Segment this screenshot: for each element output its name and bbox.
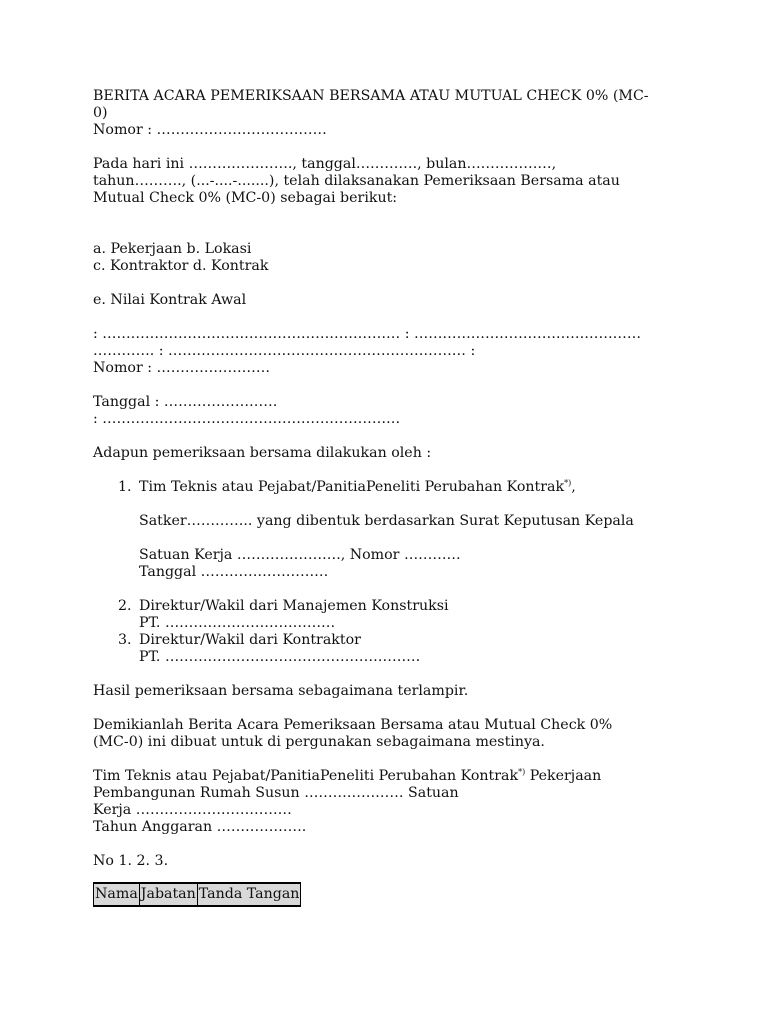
closing-text-tail: Pekerjaan <box>525 768 602 784</box>
dotted-fill-line-3: : ……………………………………………………… <box>93 411 401 427</box>
demikian-line-2: (MC-0) ini dibuat untuk di pergunakan sebagaimana mestinya. <box>93 734 545 750</box>
satker-line: Satker………….. yang dibentuk berdasarkan Surat Keputusan Kepala <box>139 513 634 529</box>
column-header-jabatan: Jabatan <box>139 883 197 906</box>
adapun-paragraph: Adapun pemeriksaan bersama dilakukan oleh : <box>93 445 432 461</box>
number-list-line: No 1. 2. 3. <box>93 853 169 869</box>
document-title-line1: BERITA ACARA PEMERIKSAAN BERSAMA ATAU MUTUAL CHECK 0% (MC- <box>93 88 649 104</box>
closing-line-4: Tahun Anggaran ………………. <box>93 819 307 835</box>
nomor-field: Nomor : …………………… <box>93 360 271 376</box>
column-header-nama: Nama <box>94 883 140 906</box>
pt-line: PT. ……………………………… <box>139 615 336 631</box>
list-item-nilai-kontrak: e. Nilai Kontrak Awal <box>93 292 247 308</box>
satuan-kerja-line: Satuan Kerja …………………., Nomor ………… <box>139 547 461 563</box>
document-number: Nomor : ……………………………… <box>93 122 327 138</box>
signature-table <box>93 882 301 907</box>
item-number: 3. <box>118 632 132 648</box>
item-text: Tim Teknis atau Pejabat/PanitiaPeneliti Perubahan Kontrak <box>139 479 565 495</box>
examiner-item-3 <box>93 632 678 666</box>
closing-line-2: Pembangunan Rumah Susun ………………… Satuan <box>93 785 459 801</box>
closing-text: Tim Teknis atau Pejabat/PanitiaPeneliti Perubahan Kontrak <box>93 768 519 784</box>
item-number: 2. <box>118 598 132 614</box>
footnote-marker: *) <box>518 767 526 777</box>
item1-tanggal-line: Tanggal ……………………… <box>139 564 329 580</box>
dotted-fill-line-1: : ……………………………………………………… : ………………………………………… <box>93 326 642 342</box>
list-item-kontraktor-kontrak: c. Kontraktor d. Kontrak <box>93 258 269 274</box>
list-item-pekerjaan-lokasi: a. Pekerjaan b. Lokasi <box>93 241 252 257</box>
item-text: Direktur/Wakil dari Manajemen Konstruksi <box>139 598 449 614</box>
hasil-paragraph: Hasil pemeriksaan bersama sebagaimana terlampir. <box>93 683 469 699</box>
intro-line-3: Mutual Check 0% (MC-0) sebagai berikut: <box>93 190 398 206</box>
intro-line-1: Pada hari ini …………………., tanggal…………., bulan………………, <box>93 156 557 172</box>
demikian-line-1: Demikianlah Berita Acara Pemeriksaan Bersama atau Mutual Check 0% <box>93 717 613 733</box>
intro-line-2: tahun………., (...-....-.......), telah dilaksanakan Pemeriksaan Bersama atau <box>93 173 620 189</box>
footnote-marker: *) <box>564 478 572 488</box>
tanggal-field: Tanggal : …………………… <box>93 394 278 410</box>
dotted-fill-line-2: …………. : ……………………………………………………… : <box>93 343 476 359</box>
item-number: 1. <box>118 479 132 495</box>
examiner-item-2 <box>93 598 678 632</box>
document-page <box>93 88 678 907</box>
closing-line-3: Kerja …………………………… <box>93 802 292 818</box>
signature-table-header-row <box>94 883 301 906</box>
column-header-tanda-tangan: Tanda Tangan <box>197 883 301 906</box>
item-text: Direktur/Wakil dari Kontraktor <box>139 632 361 648</box>
closing-line-1 <box>93 768 678 785</box>
document-title-line2: 0) <box>93 105 108 121</box>
pt-line: PT. ……………………………………………… <box>139 649 421 665</box>
item-punctuation: , <box>571 479 576 495</box>
examiner-item-1 <box>93 479 678 581</box>
